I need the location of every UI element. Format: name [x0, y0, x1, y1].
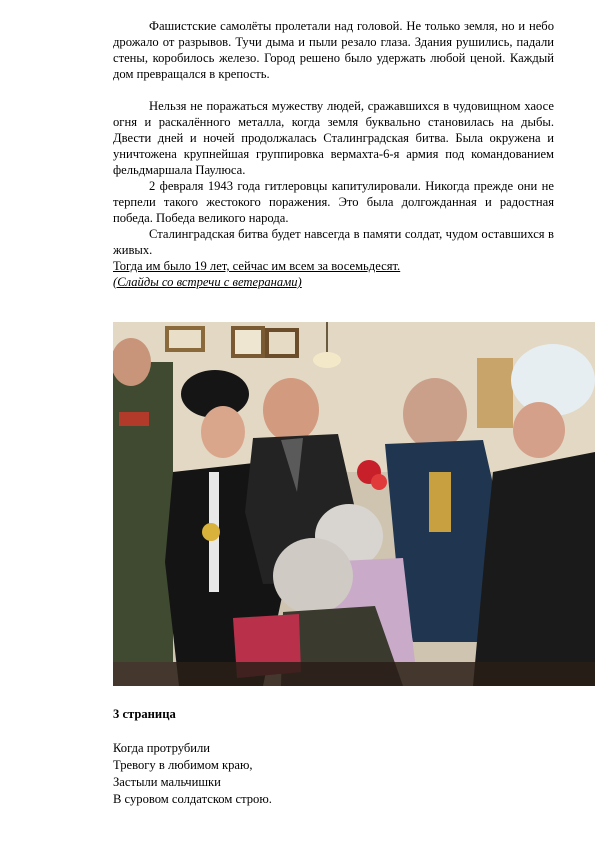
paragraph-2: Нельзя не поражаться мужеству людей, сражавшихся в чудовищном хаосе огня и раскалённого металла, когда земля буквально становилась на дыбы. Двести дней и ночей продолжалась Сталинградская битва. Была окружена и уничтожена крупнейшая группировка вермахта-6-я армия под командованием фельдмаршала Паулюса.	[113, 99, 554, 177]
poem-heading: 3 страница	[113, 707, 176, 721]
paragraph-3: 2 февраля 1943 года гитлеровцы капитулировали. Никогда прежде они не терпели такого жестокого поражения. Это была долгожданная и радостная победа. Победа великого народа.	[113, 179, 554, 225]
paragraph-4: Сталинградская битва будет навсегда в памяти солдат, чудом оставшихся в живых.	[113, 227, 554, 257]
memory-line-text: Тогда им было 19 лет, сейчас им всем за восемьдесят.	[113, 259, 401, 273]
poem-line-3: Застыли мальчишки	[113, 775, 221, 789]
photo-illustration	[113, 322, 595, 686]
memory-line	[113, 258, 554, 274]
poem-line-1: Когда протрубили	[113, 741, 211, 755]
poem-line-4: В суровом солдатском строю.	[113, 792, 272, 806]
poem-line-2: Тревогу в любимом краю,	[113, 758, 253, 772]
slides-caption-line	[113, 274, 554, 290]
slides-caption: (Слайды со встречи с ветеранами)	[113, 275, 302, 289]
paragraph-1: Фашистские самолёты пролетали над головой. Не только земля, но и небо дрожало от разрывов. Тучи дыма и пыли резало глаза. Здания рушились, падали стены, коробилось железо. Город решено было удержать любой ценой. Каждый дом превращался в крепость.	[113, 19, 554, 81]
veterans-meeting-photo	[113, 322, 595, 686]
paragraph-gap	[113, 82, 554, 98]
poem-section	[113, 706, 533, 808]
story-text	[113, 18, 554, 290]
